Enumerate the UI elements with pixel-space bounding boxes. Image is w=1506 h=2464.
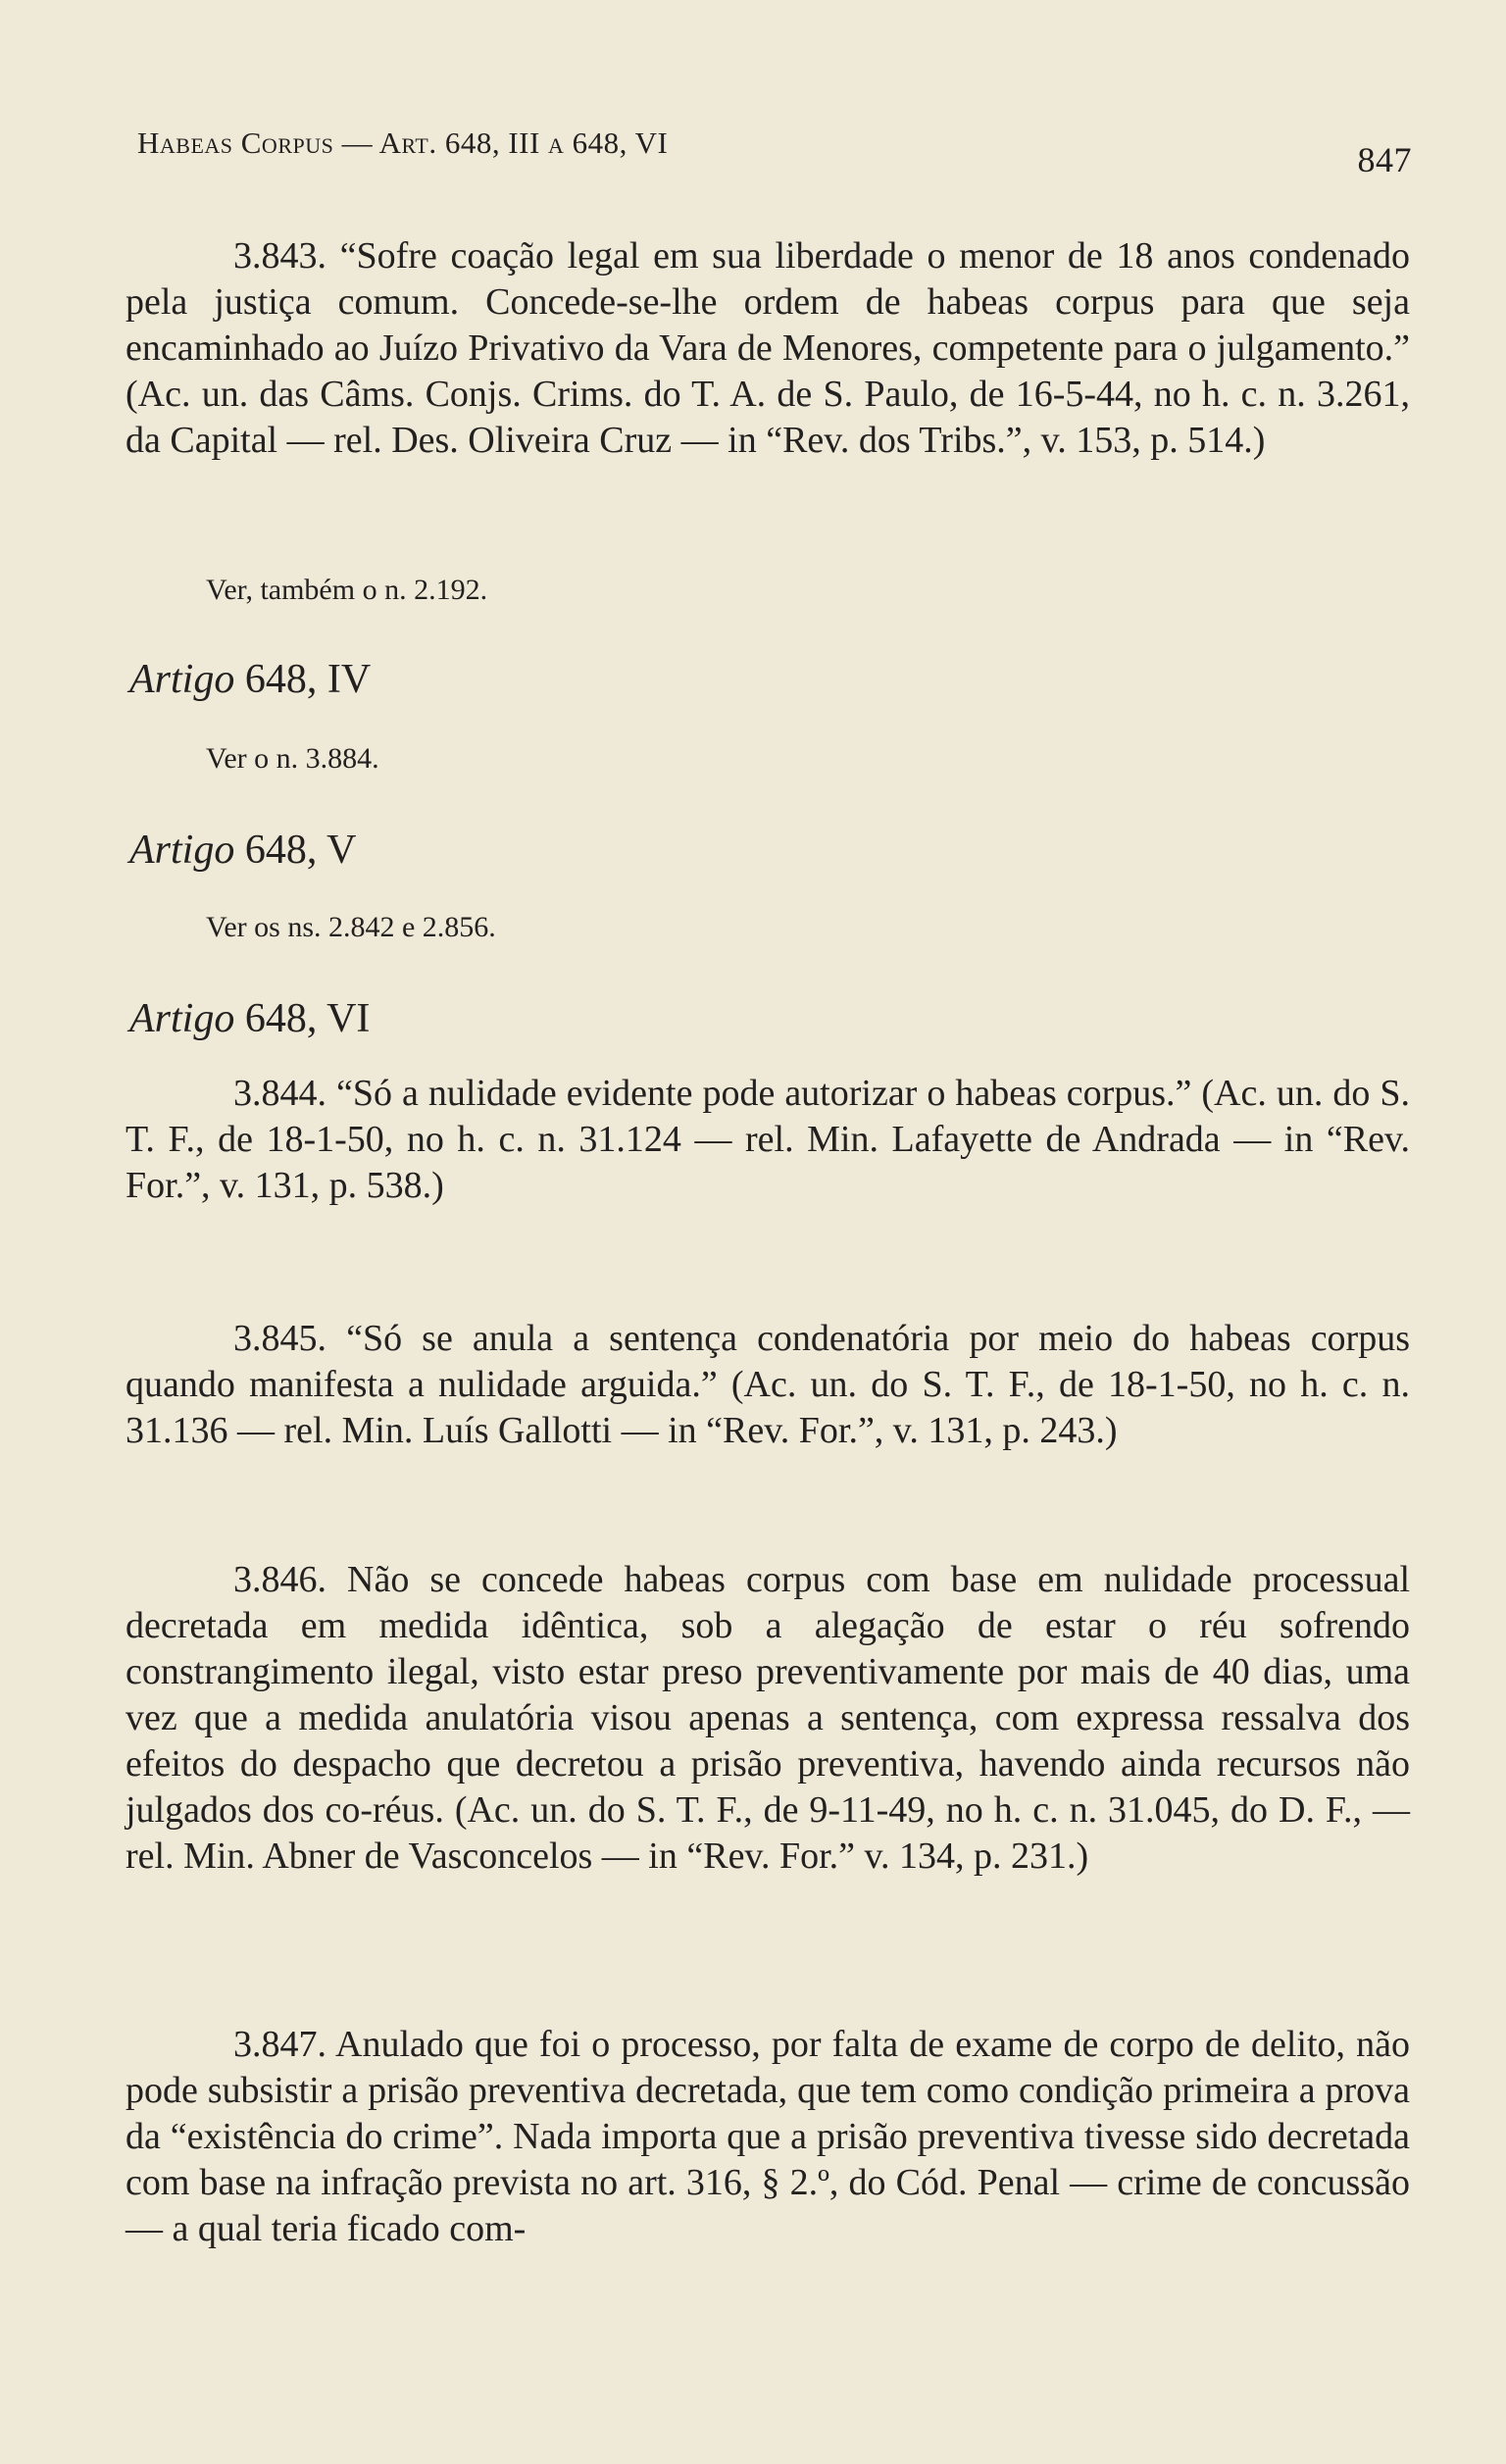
entry-text: “Sofre coação legal em sua liberdade o menor de 18 anos condenado pela justiça comum. Concede-se-lhe ordem de habeas corpus para que seja encaminhado ao Juízo Privativo da Vara de Menores, competente para o julgamento.” (Ac. un. das Câms. Conjs. Crims. do T. A. de S. Paulo, de 16-5-44, no h. c. n. 3.261, da Capital — rel. Des. Oliveira Cruz — in “Rev. dos Tribs.”, v. 153, p. 514.) (126, 235, 1410, 461)
entry-number: 3.847. (233, 2024, 326, 2065)
section-heading-648-v (129, 826, 356, 875)
heading-number: 648, V (244, 828, 357, 873)
heading-label: Artigo (129, 996, 235, 1041)
entry-3844 (126, 1071, 1410, 1209)
entry-3847 (126, 2022, 1410, 2252)
entry-number: 3.845. (233, 1318, 326, 1359)
section-heading-648-iv (129, 655, 371, 704)
entry-text: Anulado que foi o processo, por falta de exame de corpo de delito, não pode subsistir a prisão preventiva decretada, que tem como condição primeira a prova da “existência do crime”. Nada importa que a prisão preventiva tivesse sido decretada com base na infração prevista no art. 316, § 2.º, do Cód. Penal — crime de concussão — a qual teria ficado com- (126, 2024, 1410, 2249)
cross-reference: Ver os ns. 2.842 e 2.856. (206, 911, 496, 943)
heading-number: 648, IV (244, 657, 372, 702)
heading-label: Artigo (129, 657, 235, 702)
cross-reference: Ver o n. 3.884. (206, 742, 379, 775)
entry-number: 3.846. (233, 1559, 326, 1600)
entry-3846 (126, 1557, 1410, 1880)
page-header (137, 126, 1412, 179)
section-heading-648-vi (129, 994, 370, 1043)
entry-text: “Só a nulidade evidente pode autorizar o habeas corpus.” (Ac. un. do S. T. F., de 18-1-50, no h. c. n. 31.124 — rel. Min. Lafayette de Andrada — in “Rev. For.”, v. 131, p. 538.) (126, 1073, 1411, 1206)
entry-text: “Só se anula a sentença condenatória por meio do habeas corpus quando manifesta a nulidade arguida.” (Ac. un. do S. T. F., de 18-1-50, no h. c. n. 31.136 — rel. Min. Luís Gallotti — in “Rev. For.”, v. 131, p. 243.) (126, 1318, 1411, 1451)
heading-label: Artigo (129, 828, 235, 873)
running-title: Habeas Corpus — Art. 648, III a 648, VI (137, 126, 669, 160)
heading-number: 648, VI (244, 996, 371, 1041)
entry-3843 (126, 233, 1410, 464)
entry-text: Não se concede habeas corpus com base em nulidade processual decretada em medida idêntica, sob a alegação de estar o réu sofrendo constrangimento ilegal, visto estar preso preventivamente por mais de 40 dias, uma vez que a medida anulatória visou apenas a sentença, com expressa ressalva dos efeitos do despacho que decretou a prisão preventiva, havendo ainda recursos não julgados dos co-réus. (Ac. un. do S. T. F., de 9-11-49, no h. c. n. 31.045, do D. F., — rel. Min. Abner de Vasconcelos — in “Rev. For.” v. 134, p. 231.) (126, 1559, 1410, 1877)
entry-number: 3.843. (233, 235, 326, 277)
entry-number: 3.844. (233, 1073, 326, 1114)
entry-3845 (126, 1316, 1410, 1454)
cross-reference: Ver, também o n. 2.192. (206, 574, 488, 606)
page-number: 847 (1357, 140, 1412, 179)
